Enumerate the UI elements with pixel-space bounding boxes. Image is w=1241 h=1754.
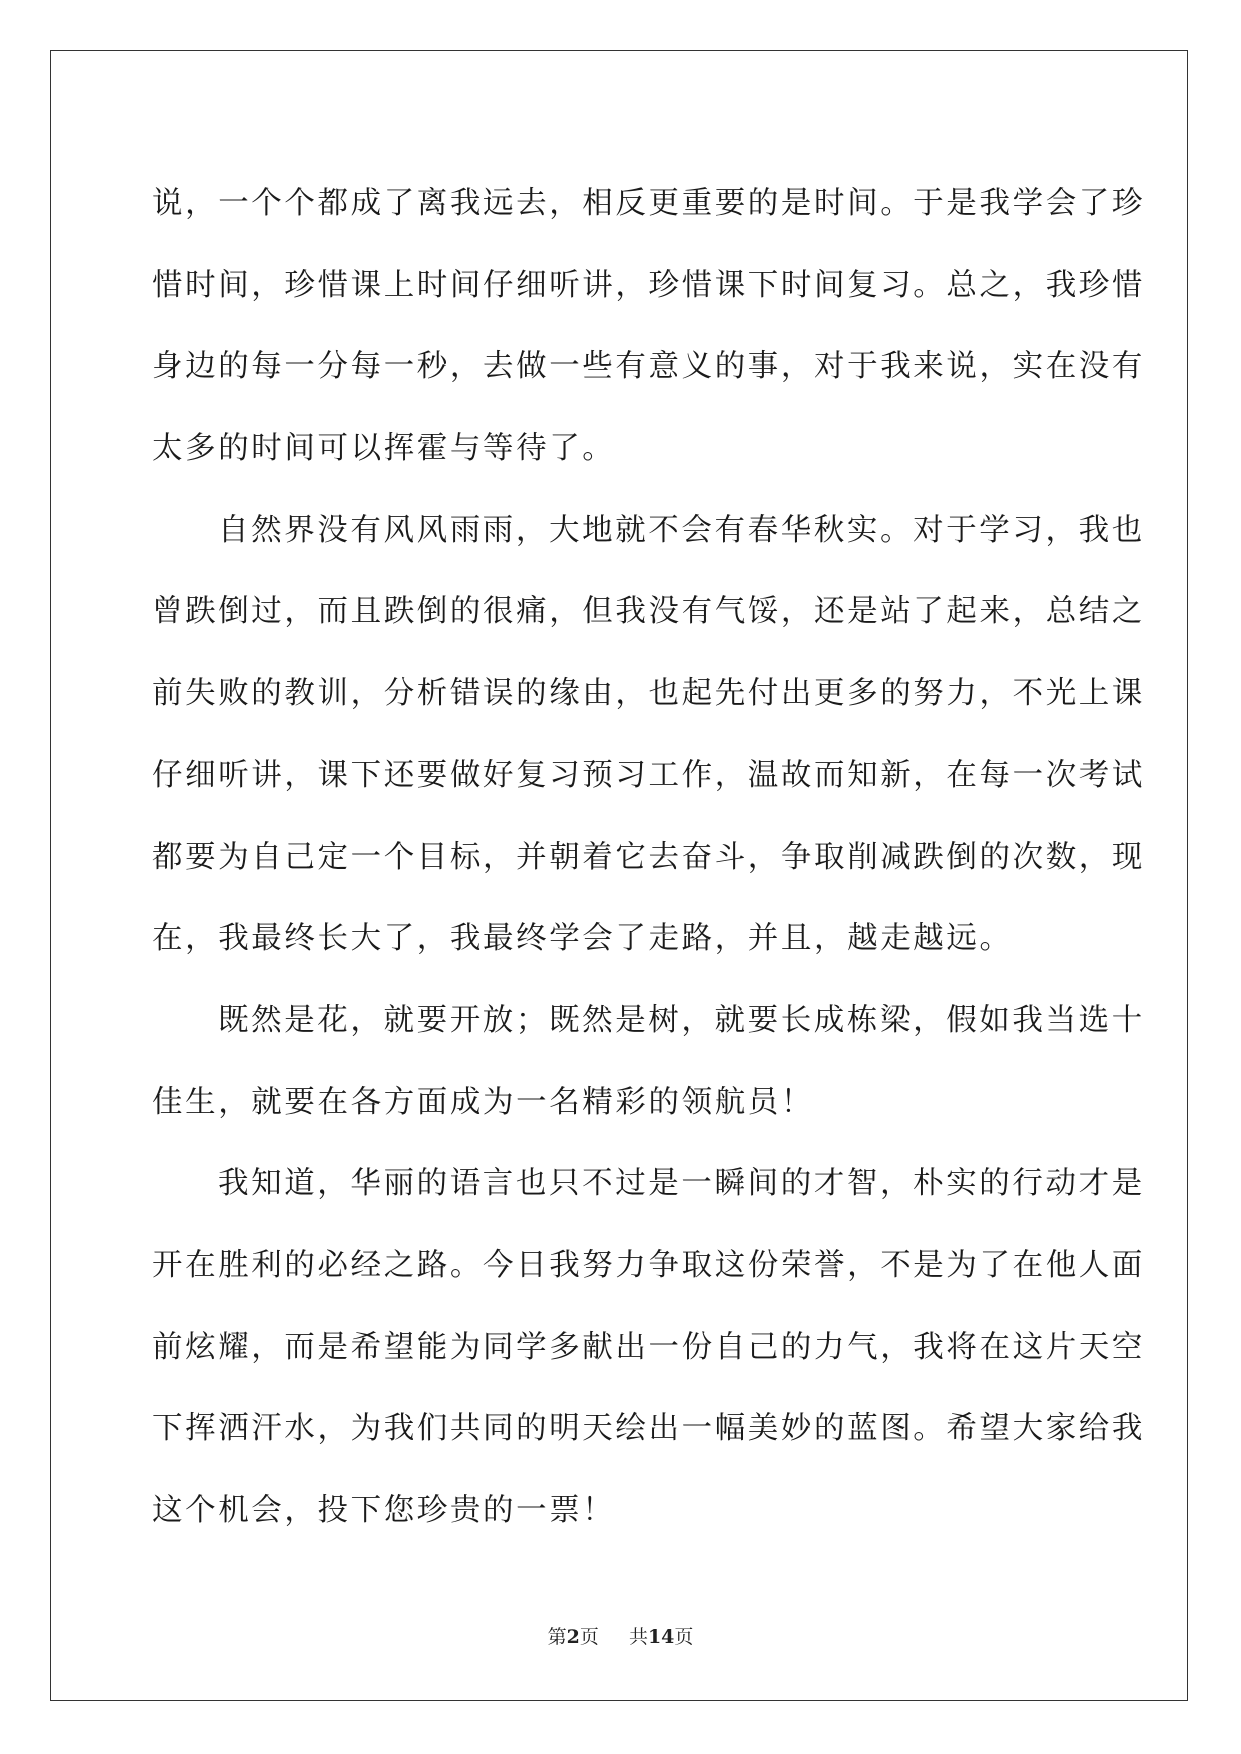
- text-line: 前失败的教训，分析错误的缘由，也起先付出更多的努力，不光上课: [152, 676, 1145, 712]
- text-line: 太多的时间可以挥霍与等待了。: [152, 431, 616, 467]
- text-line: 仔细听讲，课下还要做好复习预习工作，温故而知新，在每一次考试: [152, 757, 1145, 793]
- text-line: 说，一个个都成了离我远去，相反更重要的是时间。于是我学会了珍: [152, 186, 1145, 221]
- text-line: 这个机会，投下您珍贵的一票！: [152, 1493, 616, 1528]
- text-line: 开在胜利的必经之路。今日我努力争取这份荣誉，不是为了在他人面: [152, 1247, 1145, 1283]
- page-number-suffix: 页: [579, 1626, 599, 1648]
- text-line: 既然是花，就要开放；既然是树，就要长成栋梁，假如我当选十: [218, 1002, 1145, 1038]
- text-line: 佳生，就要在各方面成为一名精彩的领航员！: [152, 1084, 814, 1120]
- text-line: 曾跌倒过，而且跌倒的很痛，但我没有气馁，还是站了起来，总结之: [152, 594, 1145, 630]
- text-line: 自然界没有风风雨雨，大地就不会有春华秋实。对于学习，我也: [218, 512, 1145, 548]
- page-number-total: 14: [647, 1626, 675, 1648]
- text-line: 身边的每一分每一秒，去做一些有意义的事，对于我来说，实在没有: [152, 349, 1145, 385]
- text-line: 我知道，华丽的语言也只不过是一瞬间的才智，朴实的行动才是: [218, 1166, 1145, 1202]
- page-total-prefix: 共: [628, 1626, 648, 1648]
- text-line: 下挥洒汗水，为我们共同的明天绘出一幅美妙的蓝图。希望大家给我: [152, 1411, 1145, 1447]
- text-line: 惜时间，珍惜课上时间仔细听讲，珍惜课下时间复习。总之，我珍惜: [152, 267, 1145, 303]
- text-line: 在，我最终长大了，我最终学会了走路，并且，越走越远。: [152, 921, 1013, 957]
- page-footer: [0, 1622, 1241, 1649]
- page-total-suffix: 页: [674, 1626, 694, 1648]
- page-number-current: 2: [566, 1626, 580, 1648]
- document-body: [152, 163, 1145, 1552]
- text-line: 前炫耀，而是希望能为同学多献出一份自己的力气，我将在这片天空: [152, 1329, 1145, 1365]
- text-line: 都要为自己定一个目标，并朝着它去奋斗，争取削减跌倒的次数，现: [152, 839, 1145, 875]
- page-number-prefix: 第: [547, 1626, 567, 1648]
